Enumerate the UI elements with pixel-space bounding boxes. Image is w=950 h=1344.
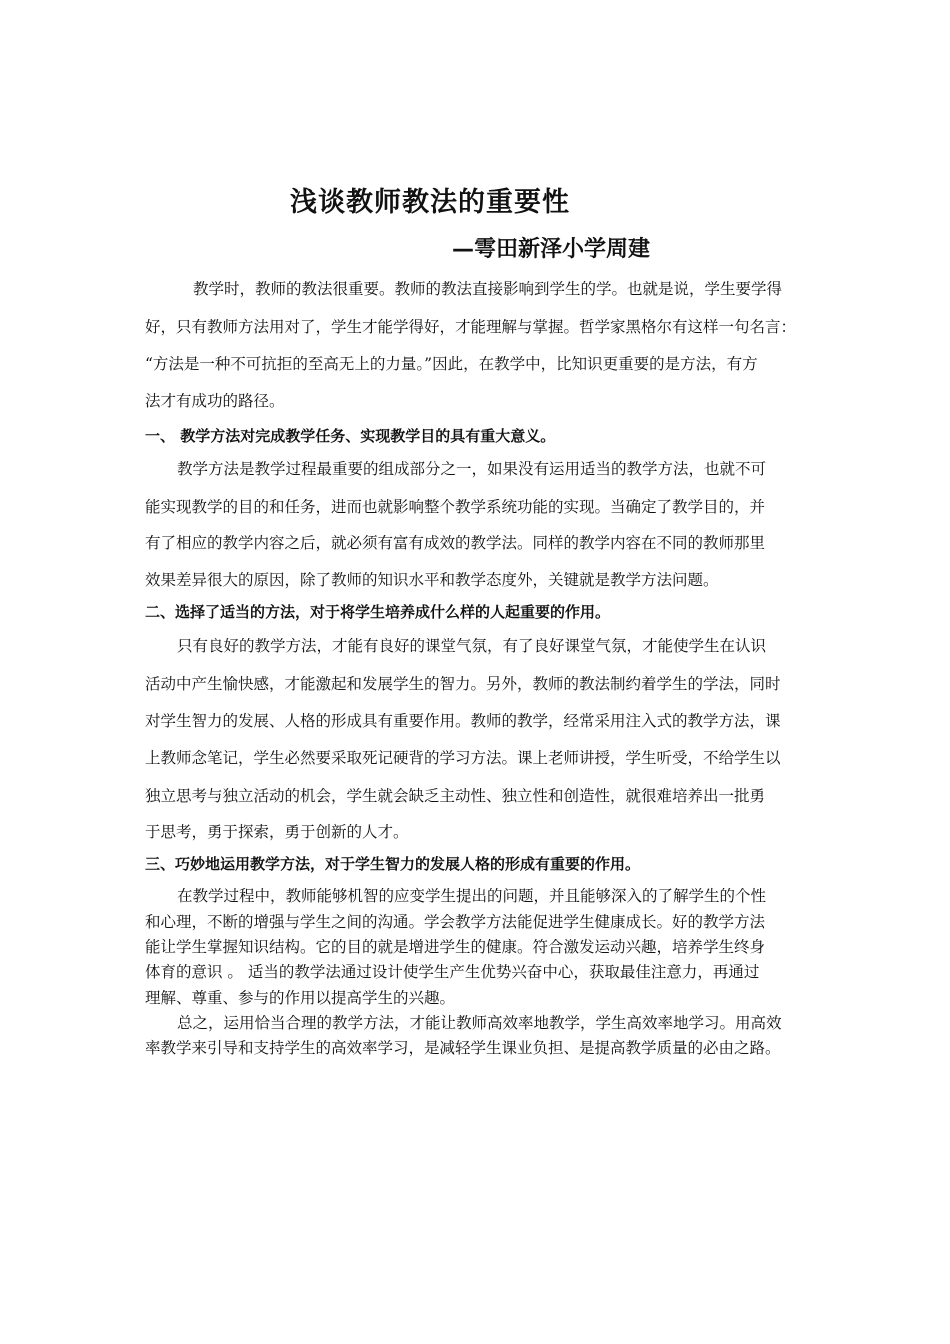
section-line: 能实现教学的目的和任务，进而也就影响整个教学系统功能的实现。当确定了教学目的，并 (145, 498, 766, 516)
section-heading: 一、 教学方法对完成教学任务、实现教学目的具有重大意义。 (145, 427, 556, 445)
section-line: 效果差异很大的原因，除了教师的知识水平和教学态度外，关键就是教学方法问题。 (145, 571, 719, 589)
intro-line: 教学时，教师的教法很重要。教师的教法直接影响到学生的学。也就是说，学生要学得 (193, 280, 783, 298)
conclusion-line: 率教学来引导和支持学生的高效率学习，是减轻学生课业负担、是提高教学质量的必由之路。 (145, 1039, 781, 1057)
section-line: 有了相应的教学内容之后，就必须有富有成效的教学法。同样的教学内容在不同的教师那里 (145, 534, 766, 552)
intro-line: 法才有成功的路径。 (145, 392, 285, 410)
section-line: 体育的意识 。 适当的教学法通过设计使学生产生优势兴奋中心，获取最佳注意力，再通过 (145, 963, 760, 981)
conclusion-line: 总之，运用恰当合理的教学方法，才能让教师高效率地教学，学生高效率地学习。用高效 (177, 1014, 782, 1032)
section-line: 和心理，不断的增强与学生之间的沟通。学会教学方法能促进学生健康成长。好的教学方法 (145, 913, 766, 931)
document-title: 浅谈教师教法的重要性 (290, 187, 570, 218)
document-subtitle: —雩田新泽小学周建 (452, 237, 651, 262)
intro-line: “方法是一种不可抗拒的至高无上的力量。”因此，在教学中，比知识更重要的是方法，有方 (145, 355, 758, 373)
section-line: 在教学过程中，教师能够机智的应变学生提出的问题，并且能够深入的了解学生的个性 (177, 887, 767, 905)
section-heading: 三、巧妙地运用教学方法，对于学生智力的发展人格的形成有重要的作用。 (145, 855, 641, 873)
section-line: 活动中产生愉快感，才能激起和发展学生的智力。另外，教师的教法制约着学生的学法，同时 (145, 675, 781, 693)
section-line: 教学方法是教学过程最重要的组成部分之一，如果没有运用适当的教学方法，也就不可 (177, 460, 767, 478)
section-line: 独立思考与独立活动的机会，学生就会缺乏主动性、独立性和创造性，就很难培养出一批勇 (145, 787, 766, 805)
intro-line: 好，只有教师方法用对了，学生才能学得好，才能理解与掌握。哲学家黑格尔有这样一句名言： (145, 318, 797, 336)
section-line: 能让学生掌握知识结构。它的目的就是增进学生的健康。符合激发运动兴趣，培养学生终身 (145, 938, 766, 956)
section-line: 对学生智力的发展、人格的形成具有重要作用。教师的教学，经常采用注入式的教学方法，课 (145, 712, 781, 730)
section-heading: 二、选择了适当的方法，对于将学生培养成什么样的人起重要的作用。 (145, 603, 611, 621)
section-line: 理解、尊重、参与的作用以提高学生的兴趣。 (145, 989, 456, 1007)
section-line: 于思考，勇于探索，勇于创新的人才。 (145, 823, 409, 841)
section-line: 只有良好的教学方法，才能有良好的课堂气氛，有了良好课堂气氛，才能使学生在认识 (177, 637, 767, 655)
section-line: 上教师念笔记，学生必然要采取死记硬背的学习方法。课上老师讲授，学生听受，不给学生以 (145, 749, 781, 767)
